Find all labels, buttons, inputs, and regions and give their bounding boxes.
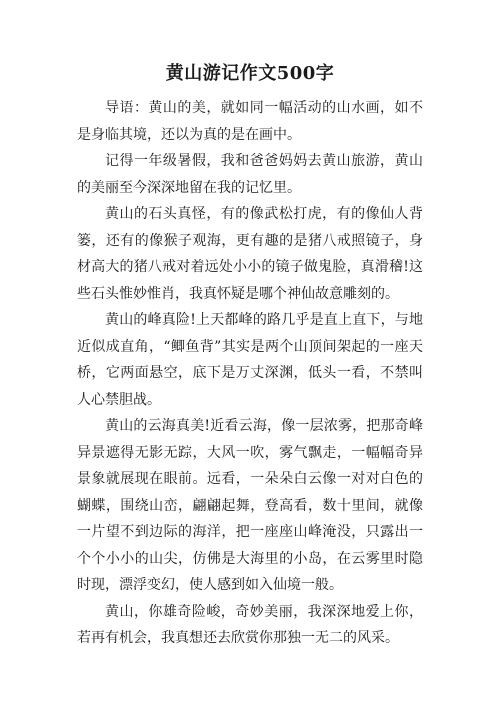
paragraph-conclusion: 黄山，你雄奇险峻，奇妙美丽，我深深地爱上你，若再有机会，我真想还去欣赏你那独一无二的风采。 [77, 603, 423, 646]
paragraph-sea-of-clouds: 黄山的云海真美!近看云海，像一层浓雾，把那奇峰异景遮得无影无踪，大风一吹，雾气飘走，一幅幅奇异景象就展现在眼前。远看，一朵朵白云像一对对白色的蝴蝶，围绕山峦，翩翩起舞，登高看，数十里间，就像一片望不到边际的海洋，把一座座山峰淹没，只露出一个个小小的山尖，仿佛是大海里的小岛，在云雾里时隐时现，漂浮变幻，使人感到如入仙境一般。 [77, 418, 423, 593]
paragraph-intro: 导语：黄山的美，就如同一幅活动的山水画，如不是身临其境，还以为真的是在画中。 [77, 100, 423, 143]
paragraph-memory: 记得一年级暑假，我和爸爸妈妈去黄山旅游，黄山的美丽至今深深地留在我的记忆里。 [77, 153, 423, 196]
paragraph-rocks: 黄山的石头真怪，有的像武松打虎，有的像仙人背篓，还有的像猴子观海，更有趣的是猪八戒照镜子，身材高大的猪八戒对着远处小小的镜子做鬼脸，真滑稽!这些石头惟妙惟肖，我真怀疑是哪个神仙故意雕刻的。 [77, 206, 423, 302]
paragraph-peaks: 黄山的峰真险!上天都峰的路几乎是直上直下，与地近似成直角，“鲫鱼背”其实是两个山顶间架起的一座天桥，它两面悬空，底下是万丈深渊，低头一看，不禁叫人心禁胆战。 [77, 312, 423, 408]
document-body [77, 95, 423, 652]
document-title: 黄山游记作文500字 [165, 63, 335, 84]
